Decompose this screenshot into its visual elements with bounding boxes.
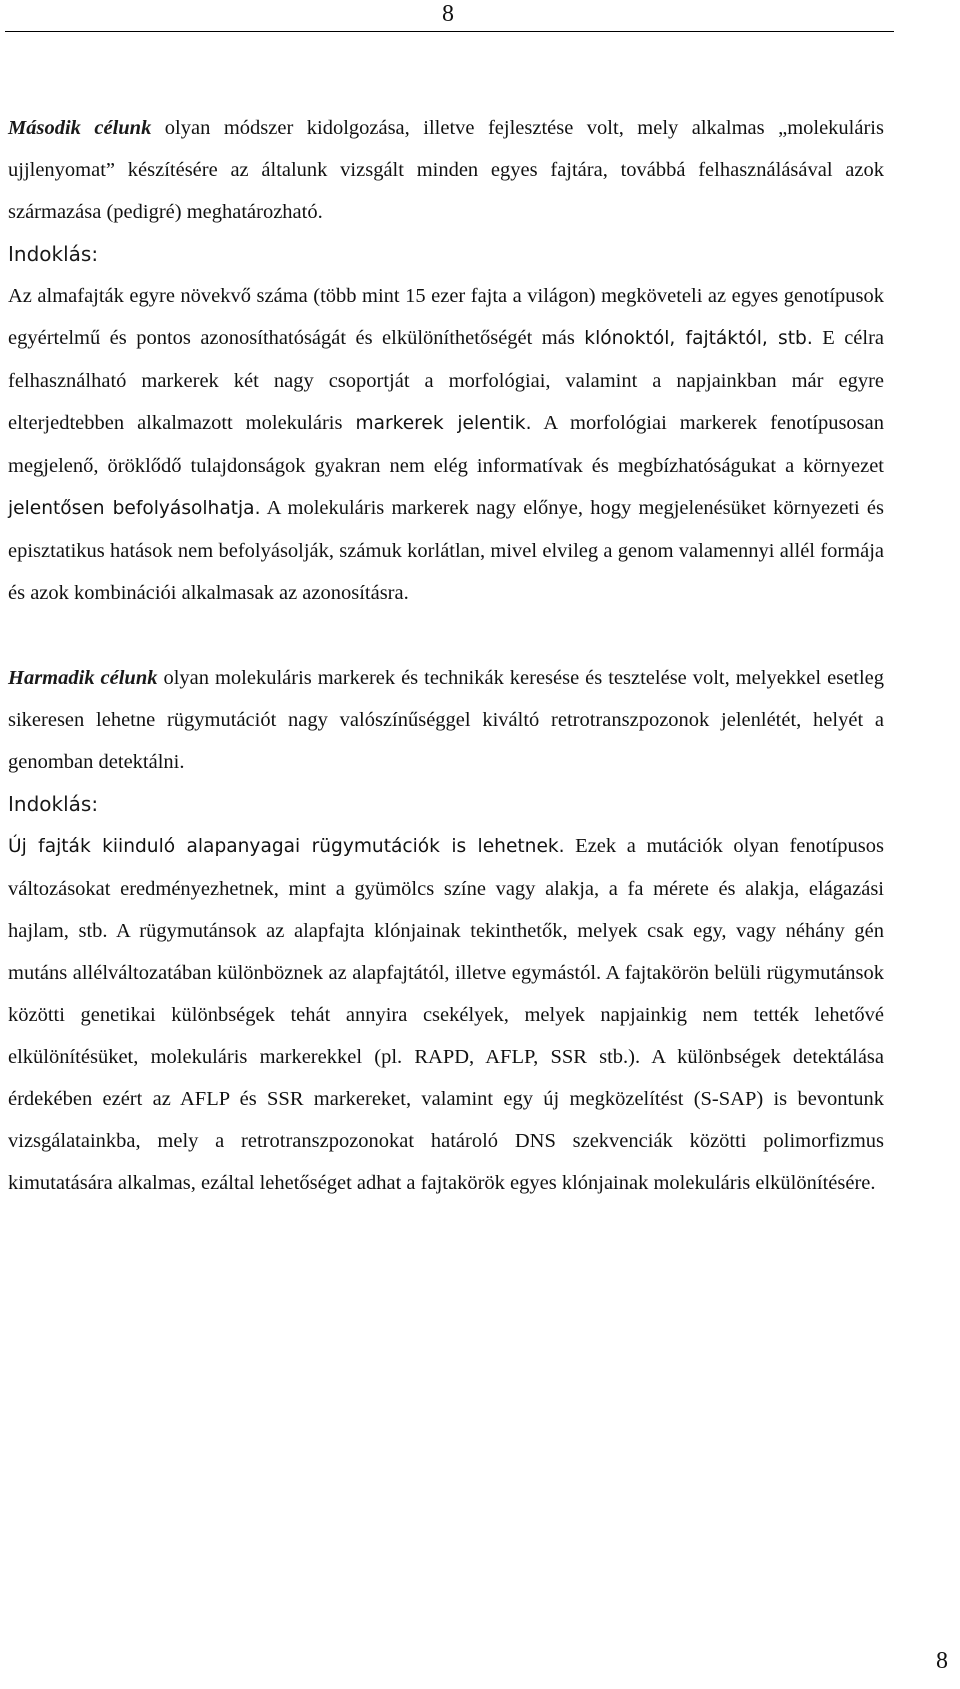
header-rule: [5, 31, 894, 32]
third-goal-lead: Harmadik célunk: [8, 667, 158, 689]
document-body: [8, 107, 884, 1204]
rationale-text-2: klónoktól, fajtáktól, stb.: [584, 328, 813, 349]
third-goal-paragraph: [8, 657, 884, 783]
rationale-text-3: E célra felhasználható markerek két nagy csoportját a morfológiai, valamint a napjainkban már egyre elterjedtebben alkalmazott molekuláris: [8, 327, 885, 434]
rationale-text-5: A morfológiai markerek fenotípusosan megjelenő, öröklődő tulajdonságok gyakran nem elég informatívak és megbízhatóságukat a környezet: [8, 412, 885, 477]
second-goal-rationale-heading: Indoklás:: [8, 242, 99, 266]
third-goal-rationale-heading: Indoklás:: [8, 792, 99, 816]
rationale-text-1: Az almafajták egyre növekvő száma (több mint 15 ezer fajta a világon) megköveteli az egyes genotípusok egyértelmű és pontos azonosíthatóságát és elkülöníthetőségét más: [8, 285, 884, 349]
rationale-text-6: jelentősen befolyásolhatja.: [8, 498, 261, 519]
rationale-text-8: Új fajták kiinduló alapanyagai rügymutációk is lehetnek.: [8, 836, 565, 857]
second-goal-rationale-body: [8, 275, 884, 614]
third-goal-text: olyan molekuláris markerek és technikák keresése és tesztelése volt, melyekkel esetleg sikeresen lehetne rügymutációt nagy valószínűséggel kiváltó retrotranszpozonok jelenlétét, helyét a genomban detektálni.: [8, 667, 884, 773]
rationale-text-4: markerek jelentik.: [355, 413, 532, 434]
second-goal-lead: Második célunk: [8, 117, 152, 139]
corner-page-number: 8: [936, 1648, 948, 1674]
second-goal-text: olyan módszer kidolgozása, illetve fejlesztése volt, mely alkalmas „molekuláris ujjlenyomat” készítésére az általunk vizsgált minden egyes fajtára, továbbá felhasználásával azok származása (pedigré) meghatározható.: [8, 117, 884, 223]
second-goal-paragraph: [8, 107, 884, 233]
third-goal-rationale-body: [8, 825, 884, 1204]
section-gap: [8, 614, 884, 657]
rationale-text-7: A molekuláris markerek nagy előnye, hogy megjelenésüket környezeti és episztatikus hatások nem befolyásolják, számuk korlátlan, mivel elvileg a genom valamennyi allél formája és azok kombinációi alkalmasak az azonosításra.: [8, 497, 885, 604]
rationale-text-9: Ezek a mutációk olyan fenotípusos változásokat eredményezhetnek, mint a gyümölcs színe vagy alakja, a fa mérete és alakja, elágazási hajlam, stb. A rügymutánsok az alapfajta klónjainak tekinthetők, melyek csak egy, vagy néhány gén mutáns allélváltozatában különböznek az alapfajtától, illetve egymástól. A fajtakörön belüli rügymutánsok közötti genetikai különbségek tehát annyira csekélyek, melyek napjainkig nem tették lehetővé elkülönítésüket, molekuláris markerekkel (pl. RAPD, AFLP, SSR stb.). A különbségek detektálása érdekében ezért az AFLP és SSR markereket, valamint egy új megközelítést (S-SAP) is bevontunk vizsgálatainkba, mely a retrotranszpozonokat határoló DNS szekvenciák közötti polimorfizmus kimutatására alkalmas, ezáltal lehetőséget adhat a fajtakörök egyes klónjainak molekuláris elkülönítésére.: [8, 835, 884, 1194]
page-number: 8: [442, 1, 454, 27]
